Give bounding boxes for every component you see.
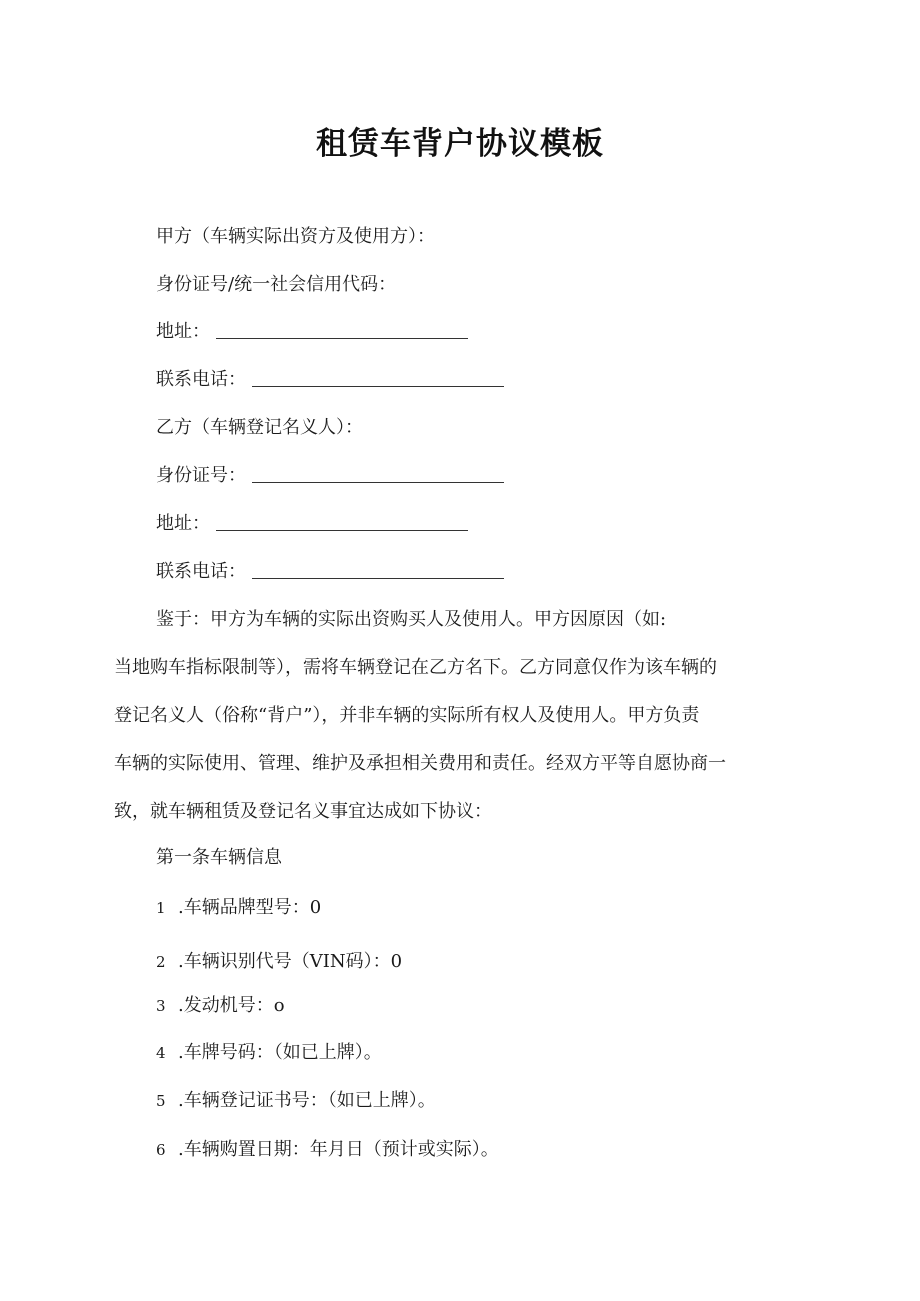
party-b-address-blank [216,512,468,531]
item-text: .车辆品牌型号：0 [178,897,322,918]
party-a-address-blank [216,320,468,339]
item-text: .发动机号：o [178,995,285,1016]
preamble-line-3: 登记名义人（俗称“背户”），并非车辆的实际所有权人及使用人。甲方负责 [114,705,700,726]
party-b-id-blank [252,464,504,483]
item-number: 2 [156,953,166,971]
party-b-phone-blank [252,560,504,579]
item-number: 1 [156,899,166,917]
party-b-address-row [156,512,468,536]
item-number: 4 [156,1044,166,1062]
party-a-id-label: 身份证号/统一社会信用代码： [156,274,397,295]
article-1-heading: 第一条车辆信息 [156,847,282,868]
party-b-id-label: 身份证号： [156,465,246,486]
preamble-paragraph [114,596,804,836]
party-a-address-label: 地址： [156,321,210,342]
party-a-heading: 甲方（车辆实际出资方及使用方）： [156,226,435,247]
article-1-item [156,1138,499,1162]
item-text: .车牌号码：（如已上牌）。 [178,1042,382,1063]
preamble-line-4: 车辆的实际使用、管理、维护及承担相关费用和责任。经双方平等自愿协商一 [114,753,726,774]
item-number: 5 [156,1092,166,1110]
party-b-heading: 乙方（车辆登记名义人）： [156,417,363,438]
item-number: 6 [156,1141,166,1159]
item-number: 3 [156,997,166,1015]
party-a-phone-blank [252,368,504,387]
party-b-address-label: 地址： [156,513,210,534]
party-b-id-row [156,464,504,488]
party-b-phone-label: 联系电话： [156,561,246,582]
party-a-phone-label: 联系电话： [156,369,246,390]
item-text: .车辆登记证书号：（如已上牌）。 [178,1090,436,1111]
article-1-item [156,1041,382,1065]
article-1-item [156,994,285,1018]
party-a-address-row [156,320,468,344]
item-text: .车辆购置日期：年月日（预计或实际）。 [178,1139,499,1160]
party-a-phone-row [156,368,504,392]
article-1-item [156,1089,436,1113]
party-b-phone-row [156,560,504,584]
preamble-line-5: 致，就车辆租赁及登记名义事宜达成如下协议： [114,801,492,822]
article-1-item [156,896,321,920]
item-text: .车辆识别代号（VIN码）：0 [178,951,403,972]
preamble-line-2: 当地购车指标限制等），需将车辆登记在乙方名下。乙方同意仅作为该车辆的 [114,657,717,678]
article-1-item [156,950,402,974]
document-title: 租赁车背户协议模板 [316,126,604,162]
preamble-line-1: 鉴于：甲方为车辆的实际出资购买人及使用人。甲方因原因（如: [156,609,667,630]
